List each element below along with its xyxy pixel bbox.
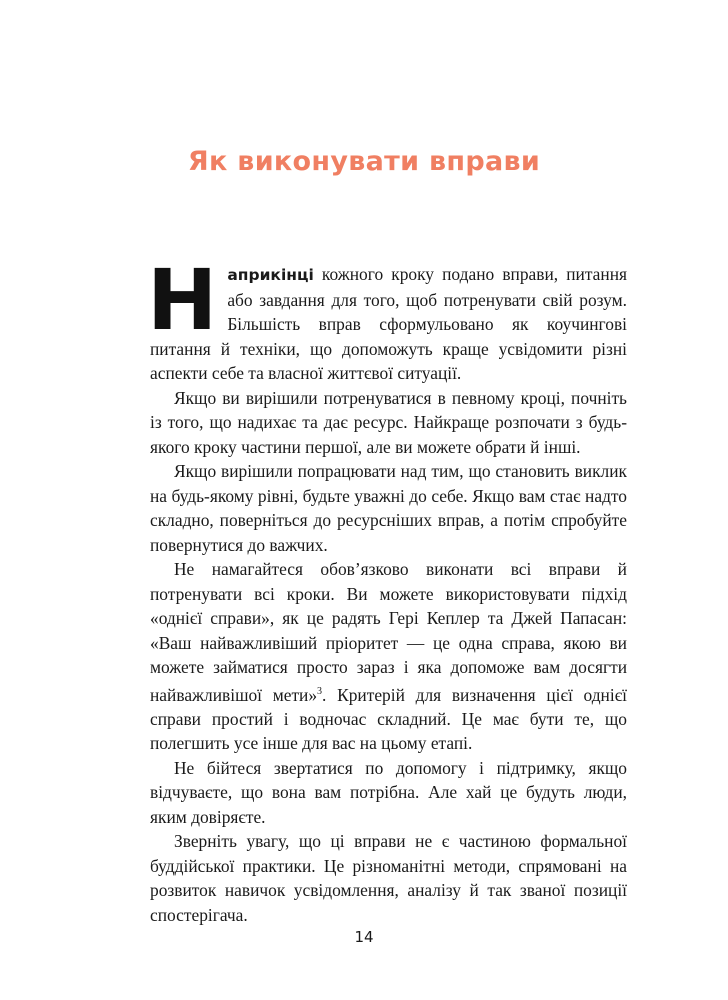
drop-cap: Н — [147, 251, 218, 349]
paragraph-5: Не бійтеся звертатися по допомогу і підтримку, якщо відчуваєте, що вона вам потрібна. Але хай це будуть люди, яким довіряєте. — [150, 757, 627, 827]
lead-in-word: априкінці — [227, 266, 314, 284]
paragraph-2: Якщо ви вирішили потренуватися в певному кроці, почніть із того, що надихає та дає ресурс. Найкраще розпочати з будь-якого кроку частини першої, але ви можете обрати й інші. — [150, 387, 627, 457]
body-text — [147, 251, 627, 927]
page-number: 14 — [354, 928, 374, 946]
paragraph-4-text: Не намагайтеся обов’язково виконати всі вправи й потренувати всі кроки. Ви можете використовувати підхід «однієї справи», як це радять Гері Кеплер та Джей Папасан: «Ваш найважливіший пріоритет — це одна справа, якою ви можете займатися просто зараз і яка допоможе вам досягти найважливішої мети» — [150, 559, 627, 705]
paragraph-4-tail: . Критерій для визначення цієї однієї справи простий і водночас складний. Це має бути те, що полегшить усе інше для вас на цьому етапі. — [150, 684, 627, 754]
paragraph-6: Зверніть увагу, що ці вправи не є частиною формальної буддійської практики. Це різноманітні методи, спрямовані на розвиток навичок усвідомлення, аналізу й так званої позиції спостерігача. — [150, 831, 627, 925]
paragraph-1 — [147, 251, 627, 386]
page-title: Як виконувати вправи — [187, 146, 541, 177]
paragraph-4 — [150, 557, 627, 756]
paragraph-1-text: кожного кроку подано вправи, питання або завдання для того, щоб потренувати свій розум. Більшість вправ сформульовано як коучингові питання й техніки, що допоможуть краще усвідомити різні аспекти себе та власної життєвої ситуації. — [150, 264, 627, 383]
footnote-marker: 3 — [317, 685, 323, 697]
paragraph-3: Якщо вирішили попрацювати над тим, що становить виклик на будь-якому рівні, будьте уважні до себе. Якщо вам стає надто складно, поверніться до ресурсніших вправ, а потім спробуйте повернутися до важчих. — [150, 461, 627, 555]
